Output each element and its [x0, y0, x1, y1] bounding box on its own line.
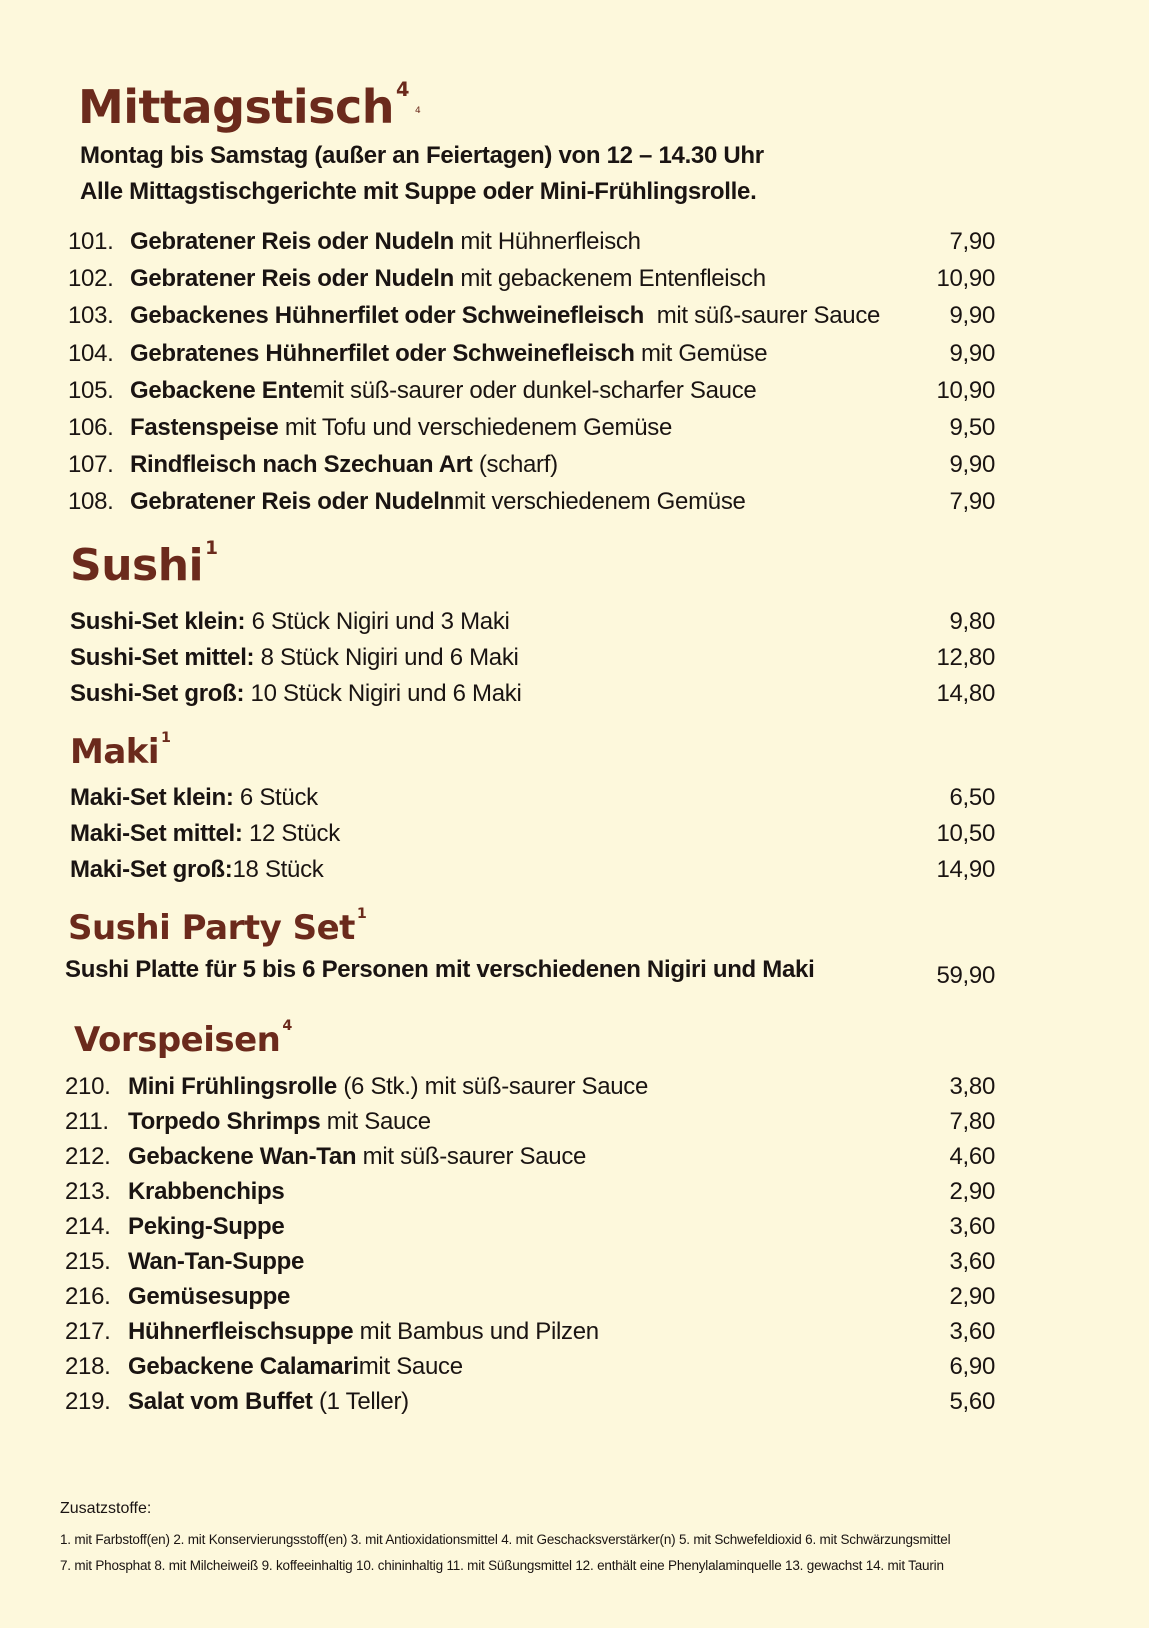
item-detail: (scharf) — [472, 451, 558, 479]
item-description — [128, 1318, 599, 1346]
menu-item-row — [65, 1248, 995, 1282]
menu-item-row — [70, 644, 995, 678]
item-description — [128, 1143, 586, 1171]
menu-item-row — [68, 488, 995, 522]
menu-item-row — [65, 1108, 995, 1142]
zusatzstoffe-title: Zusatzstoffe: — [60, 1500, 152, 1517]
item-price: 3,60 — [949, 1213, 995, 1240]
item-number: 218. — [65, 1353, 111, 1380]
item-name: Wan-Tan-Suppe — [128, 1248, 305, 1275]
item-name: Gebratener Reis oder Nudeln — [130, 488, 454, 516]
item-number: 104. — [68, 339, 114, 367]
item-name: Sushi-Set klein: — [70, 608, 246, 635]
item-detail: 6 Stück — [233, 784, 318, 811]
item-number: 101. — [68, 228, 114, 255]
item-number: 211. — [65, 1108, 109, 1135]
item-detail: mit süß-saurer Sauce — [356, 1143, 587, 1170]
menu-item-row — [68, 302, 995, 336]
item-name: Gemüsesuppe — [128, 1283, 291, 1310]
item-price: 9,80 — [949, 608, 995, 635]
item-price: 14,80 — [936, 680, 995, 707]
item-number: 216. — [65, 1283, 111, 1310]
item-name: Salat vom Buffet — [128, 1388, 313, 1415]
item-number: 107. — [68, 451, 114, 479]
item-price: 7,80 — [949, 1108, 995, 1135]
item-price: 5,60 — [949, 1388, 995, 1415]
item-description — [128, 1213, 284, 1241]
item-name: Maki-Set groß: — [70, 856, 233, 883]
item-number: 213. — [65, 1178, 111, 1205]
item-number: 102. — [68, 265, 114, 293]
party-name: Sushi Platte für 5 bis 6 Personen mit verschiedenen Nigiri und Maki — [65, 956, 815, 983]
item-description — [128, 1073, 648, 1101]
item-name: Hühnerfleischsuppe — [128, 1318, 354, 1345]
item-detail: 12 Stück — [242, 820, 340, 847]
item-description — [70, 856, 323, 884]
item-description — [128, 1388, 409, 1416]
item-name: Gebackene Calamari — [128, 1353, 359, 1380]
zusatzstoffe-line-1: 1. mit Farbstoff(en) 2. mit Konservierungsstoff(en) 3. mit Antioxidationsmittel 4. mit Geschacksverstärker(n) 5. mit Schwefeldioxid 6. mit Schwärzungsmittel — [60, 1532, 951, 1547]
item-detail: mit Sauce — [358, 1353, 463, 1380]
item-number: 214. — [65, 1213, 111, 1240]
menu-item-row — [65, 1318, 995, 1352]
menu-item-row — [70, 820, 995, 854]
item-detail: (1 Teller) — [312, 1388, 409, 1415]
menu-item-row — [65, 1283, 995, 1317]
item-description — [130, 414, 672, 442]
item-detail: mit süß-saurer oder dunkel-scharfer Sauce — [312, 376, 757, 404]
item-description — [130, 228, 641, 256]
menu-item-row — [70, 856, 995, 890]
sushi-heading: Sushi $^1$ — [70, 538, 218, 591]
menu-item-row — [65, 1178, 995, 1212]
item-number: 105. — [68, 376, 114, 404]
item-price: 4,60 — [949, 1143, 995, 1170]
item-name: Maki-Set mittel: — [70, 820, 243, 847]
vorspeisen-heading: Vorspeisen $^4$ — [74, 1018, 292, 1060]
item-detail: mit Bambus und Pilzen — [353, 1318, 599, 1345]
item-description — [70, 820, 340, 848]
item-description — [130, 340, 767, 368]
item-price: 10,90 — [936, 265, 995, 293]
item-detail: mit süß-saurer Sauce — [643, 302, 881, 330]
menu-item-row — [68, 265, 995, 299]
menu-item-row — [68, 228, 995, 262]
menu-item-row — [70, 680, 995, 714]
item-detail: (6 Stk.) mit süß-saurer Sauce — [336, 1073, 649, 1100]
item-name: Gebratener Reis oder Nudeln — [130, 228, 454, 255]
item-detail: mit Hühnerfleisch — [454, 228, 641, 255]
menu-item-row — [65, 1143, 995, 1177]
item-description — [70, 608, 510, 636]
item-name: Maki-Set klein: — [70, 784, 234, 811]
menu-item-row — [68, 340, 995, 374]
item-price: 12,80 — [936, 644, 995, 671]
menu-item-row — [68, 377, 995, 411]
item-number: 108. — [68, 488, 114, 516]
item-price: 7,90 — [949, 228, 995, 255]
menu-item-row — [70, 608, 995, 642]
item-price: 14,90 — [936, 856, 995, 883]
item-price: 9,90 — [949, 339, 995, 367]
zusatzstoffe-line-2: 7. mit Phosphat 8. mit Milcheiweiß 9. koffeeinhaltig 10. chininhaltig 11. mit Süßungsmittel 12. enthält eine Phenylalaminquelle 13. gewachst 14. mit Taurin — [60, 1558, 944, 1573]
item-name: Krabbenchips — [128, 1178, 285, 1205]
item-detail: mit Tofu und verschiedenem Gemüse — [278, 414, 673, 441]
item-name: Peking-Suppe — [128, 1213, 285, 1240]
item-detail: 10 Stück Nigiri und 6 Maki — [244, 680, 522, 707]
item-number: 106. — [68, 414, 114, 441]
item-price: 7,90 — [949, 488, 995, 516]
item-description — [130, 265, 766, 293]
item-description — [130, 451, 558, 479]
item-price: 6,90 — [949, 1353, 995, 1380]
item-price: 3,60 — [949, 1318, 995, 1345]
menu-item-row — [68, 451, 995, 485]
item-price: 3,60 — [949, 1248, 995, 1275]
item-detail: 8 Stück Nigiri und 6 Maki — [254, 644, 519, 671]
item-description — [128, 1283, 290, 1311]
item-name: Fastenspeise — [130, 414, 279, 441]
item-description — [128, 1353, 463, 1381]
item-description — [130, 488, 746, 516]
menu-item-row — [70, 784, 995, 818]
menu-item-row — [65, 1388, 995, 1422]
item-detail: 6 Stück Nigiri und 3 Maki — [245, 608, 510, 635]
item-number: 212. — [65, 1143, 111, 1170]
mittagstisch-heading: Mittagstisch $^4$4 — [78, 78, 421, 134]
item-description — [128, 1178, 284, 1206]
item-description — [70, 784, 318, 812]
item-description — [70, 644, 519, 672]
item-price: 10,50 — [936, 820, 995, 847]
item-name: Gebratenes Hühnerfilet oder Schweinefleisch — [130, 339, 635, 367]
item-description — [130, 302, 880, 330]
item-price: 9,50 — [949, 414, 995, 441]
item-name: Mini Frühlingsrolle — [128, 1073, 337, 1100]
party-row — [65, 956, 995, 990]
item-price: 2,90 — [949, 1178, 995, 1205]
item-name: Gebratener Reis oder Nudeln — [130, 265, 454, 293]
item-number: 217. — [65, 1318, 111, 1345]
item-price: 6,50 — [949, 784, 995, 811]
item-detail: mit gebackenem Entenfleisch — [454, 265, 766, 293]
item-name: Torpedo Shrimps — [128, 1108, 321, 1135]
item-detail: mit Sauce — [320, 1108, 431, 1135]
item-detail: 18 Stück — [232, 856, 324, 883]
item-name: Rindfleisch nach Szechuan Art — [130, 451, 473, 479]
item-price: 9,90 — [949, 302, 995, 330]
item-name: Sushi-Set mittel: — [70, 644, 255, 671]
menu-item-row — [68, 414, 995, 448]
item-name: Gebackenes Hühnerfilet oder Schweinefleisch — [130, 302, 644, 330]
menu-item-row — [65, 1353, 995, 1387]
menu-item-row — [65, 1213, 995, 1247]
menu-item-row — [65, 1073, 995, 1107]
item-description — [70, 680, 522, 708]
item-price: 10,90 — [936, 376, 995, 404]
item-name: Gebackene Wan-Tan — [128, 1143, 357, 1170]
item-name: Gebackene Ente — [130, 376, 313, 404]
maki-heading: Maki $^1$ — [70, 730, 171, 772]
party-heading: Sushi Party Set $^1$ — [68, 906, 367, 948]
item-price: 2,90 — [949, 1283, 995, 1310]
item-number: 215. — [65, 1248, 111, 1275]
mittag-hours: Montag bis Samstag (außer an Feiertagen) von 12 – 14.30 Uhr — [80, 142, 764, 169]
item-detail: mit Gemüse — [634, 339, 768, 367]
item-number: 219. — [65, 1388, 111, 1415]
item-price: 9,90 — [949, 451, 995, 479]
item-description — [128, 1248, 304, 1276]
item-number: 103. — [68, 302, 114, 330]
item-description — [128, 1108, 431, 1136]
item-description — [130, 377, 756, 405]
mittag-note: Alle Mittagstischgerichte mit Suppe oder Mini-Frühlingsrolle. — [80, 178, 757, 205]
item-detail: mit verschiedenem Gemüse — [454, 488, 746, 516]
item-number: 210. — [65, 1073, 111, 1100]
item-price: 3,80 — [949, 1073, 995, 1100]
item-name: Sushi-Set groß: — [70, 680, 245, 707]
party-price: 59,90 — [936, 962, 995, 989]
